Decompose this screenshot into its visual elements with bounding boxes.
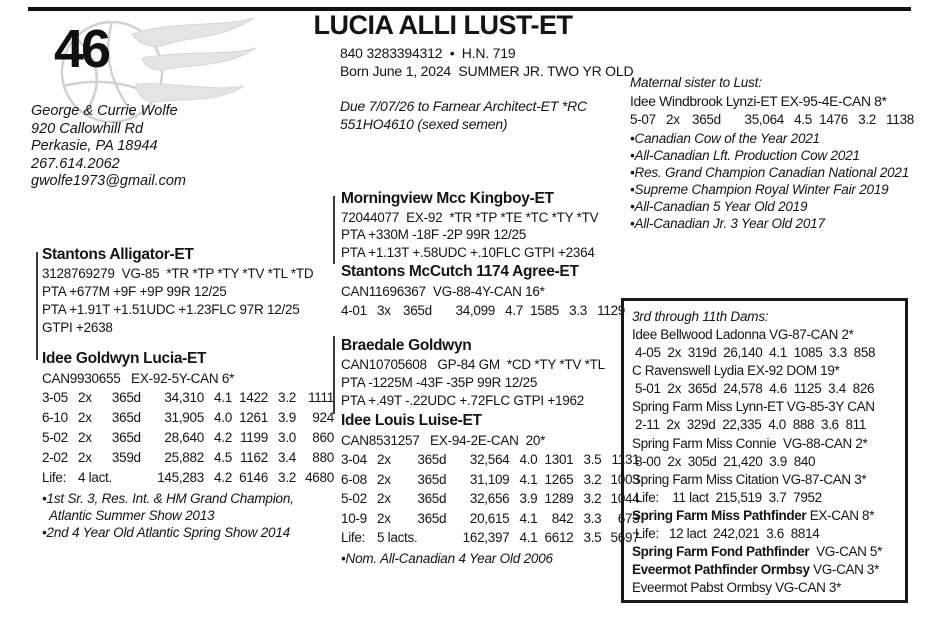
dam-entry-name: Eveermot Pabst Ormbsy xyxy=(632,580,772,596)
pedigree-line-sire-sire xyxy=(333,196,335,264)
dam-entry-name: Idee Bellwood Ladonna xyxy=(632,327,766,342)
pedigree-line-sire xyxy=(36,252,38,360)
dam-name: Idee Goldwyn Lucia-ET xyxy=(42,350,207,367)
dam-entry-detail: Life: 12 lact 242,021 3.6 8814 xyxy=(635,526,820,542)
sire-sire-data-line: PTA +1.13T +.58UDC +.10FLC GTPI +2364 xyxy=(341,244,595,260)
sire-data-line: PTA +1.91T +1.51UDC +1.23FLC 97R 12/25 xyxy=(42,302,300,317)
consignor-line: 920 Callowhill Rd xyxy=(31,120,144,137)
dam-entry-name: C Ravenswell Lydia xyxy=(632,363,744,379)
sire-sire-block xyxy=(341,189,598,261)
dam-entry-detail: 4-05 2x 319d 26,140 4.1 1085 3.3 858 xyxy=(635,345,876,361)
due-line: 551HO4610 (sexed semen) xyxy=(340,116,508,132)
dam-entry-name: Spring Farm Miss Lynn-ET xyxy=(632,399,784,415)
dam-dam-registration: CAN8531257 EX-94-2E-CAN 20* xyxy=(341,433,546,448)
dam-entry-detail: 8-00 2x 305d 21,420 3.9 840 xyxy=(635,453,816,469)
sire-name: Stantons Alligator-ET xyxy=(42,246,194,263)
sire-sire-name: Morningview Mcc Kingboy-ET xyxy=(341,190,554,207)
dam-entry-line xyxy=(632,453,897,471)
sire-dam-name: Stantons McCutch 1174 Agree-ET xyxy=(341,263,579,280)
lactation-row: 5-07 2x 365d 35,064 4.5 1476 3.2 1138 xyxy=(630,112,914,127)
lactation-row: 6-08 2x 365d 31,109 4.1 1265 3.2 1003 xyxy=(341,471,640,487)
dam-entry-detail: 2-11 2x 329d 22,335 4.0 888 3.6 811 xyxy=(635,417,866,433)
maternal-sister-label: Maternal sister to Lust: xyxy=(630,75,762,90)
maternal-sister-score: EX-95-4E-CAN 8* xyxy=(777,93,887,109)
dam-entry-line xyxy=(632,344,897,362)
dam-sire-name: Braedale Goldwyn xyxy=(341,337,472,354)
dam-entry-line xyxy=(632,362,897,380)
registration-line: 840 3283394312 • H.N. 719 xyxy=(340,45,516,61)
lot-number: 46 xyxy=(54,19,109,79)
dam-entry-detail: EX-CAN 8* xyxy=(806,507,875,523)
lactation-row: Life: 4 lact. 145,283 4.2 6146 3.2 4680 xyxy=(42,470,334,485)
dam-dam-awards xyxy=(341,550,639,567)
dam-entry-name: Spring Farm Miss Connie xyxy=(632,435,777,451)
dam-sire-data-line: CAN10705608 GP-84 GM *CD *TY *TV *TL xyxy=(341,357,605,372)
dam-entry-detail: VG-87-CAN 3* xyxy=(778,471,867,487)
sire-data-line: GTPI +2638 xyxy=(42,320,113,335)
dam-dam-name: Idee Louis Luise-ET xyxy=(341,412,482,429)
consignor-line: 267.614.2062 xyxy=(31,155,120,172)
lactation-row: 3-04 2x 365d 32,564 4.0 1301 3.5 1131 xyxy=(341,452,640,467)
dam-entry-name: Spring Farm Miss Citation xyxy=(632,471,779,487)
award-note: •Nom. All-Canadian 4 Year Old 2006 xyxy=(341,550,553,566)
lactation-row: 5-02 2x 365d 28,640 4.2 1199 3.0 860 xyxy=(42,430,334,445)
consignor-line: Perkasie, PA 18944 xyxy=(31,138,158,155)
further-dams-label: 3rd through 11th Dams: xyxy=(632,309,769,324)
dam-entry-line xyxy=(632,507,897,525)
lactation-row: 3-05 2x 365d 34,310 4.1 1422 3.2 1111 xyxy=(42,390,334,405)
sire-dam-registration: CAN11696367 VG-88-4Y-CAN 16* xyxy=(341,284,545,299)
consignor-line: gwolfe1973@gmail.com xyxy=(31,173,186,190)
dam-dam-block xyxy=(341,411,639,567)
sire-data-line: PTA +677M +9F +9P 99R 12/25 xyxy=(42,284,227,299)
due-line: Due 7/07/26 to Farnear Architect-ET *RC xyxy=(340,98,587,114)
dam-entry-line xyxy=(632,471,897,489)
dam-entry-line xyxy=(632,326,897,344)
further-dams-list xyxy=(632,326,897,597)
dam-entry-detail: VG-CAN 3* xyxy=(809,562,879,578)
award-note: •1st Sr. 3, Res. Int. & HM Grand Champion, Atlantic Summer Show 2013 xyxy=(42,491,294,523)
dam-entry-detail: Life: 11 lact 215,519 3.7 7952 xyxy=(635,489,822,505)
lactation-row: 2-02 2x 359d 25,882 4.5 1162 3.4 880 xyxy=(42,450,334,465)
consignor-block xyxy=(31,103,186,191)
dam-entry-detail: EX-92 DOM 19* xyxy=(743,363,840,379)
dam-entry-line xyxy=(632,380,897,398)
lactation-row: 4-01 3x 365d 34,099 4.7 1585 3.3 1129 xyxy=(341,303,625,318)
maternal-sister-block xyxy=(630,74,942,232)
dam-sire-data-line: PTA -1225M -43F -35P 99R 12/25 xyxy=(341,374,538,390)
lactation-row: Life: 5 lacts. 162,397 4.1 6612 3.5 5697 xyxy=(341,530,640,545)
dam-entry-line xyxy=(632,489,897,507)
award-note: •Supreme Champion Royal Winter Fair 2019 xyxy=(630,182,889,197)
dam-block xyxy=(42,349,334,541)
dam-entry-line xyxy=(632,398,897,416)
award-note: •Res. Grand Champion Canadian National 2021 xyxy=(630,165,910,180)
due-block xyxy=(340,97,587,133)
dam-entry-line xyxy=(632,435,897,453)
dam-entry-name: Eveermot Pathfinder Ormbsy xyxy=(632,562,810,578)
dam-registration: CAN9930655 EX-92-5Y-CAN 6* xyxy=(42,371,235,386)
dam-sire-data-line: PTA +.49T -.22UDC +.72FLC GTPI +1962 xyxy=(341,392,584,408)
award-note: •Canadian Cow of the Year 2021 xyxy=(630,131,820,146)
award-note: •All-Canadian Lft. Production Cow 2021 xyxy=(630,148,860,163)
lactation-row: 5-02 2x 365d 32,656 3.9 1289 3.2 1044 xyxy=(341,491,640,506)
lactation-row: 10-9 2x 365d 20,615 4.1 842 3.3 673 xyxy=(341,510,640,526)
sire-data-line: 3128769279 VG-85 *TR *TP *TY *TV *TL *TD xyxy=(42,266,314,281)
further-dams-box xyxy=(621,298,908,603)
dam-dam-record-table xyxy=(341,450,639,548)
dam-entry-line xyxy=(632,543,897,561)
dam-entry-name: Spring Farm Miss Pathfinder xyxy=(632,507,807,523)
dam-entry-detail: 5-01 2x 365d 24,578 4.6 1125 3.4 826 xyxy=(635,381,875,397)
maternal-sister-name-line xyxy=(630,92,942,110)
award-note: •2nd 4 Year Old Atlantic Spring Show 2014 xyxy=(42,525,290,540)
sire-dam-block xyxy=(341,262,625,321)
maternal-sister-name: Idee Windbrook Lynzi-ET xyxy=(630,93,778,109)
dam-entry-detail: VG-88-CAN 2* xyxy=(776,435,868,451)
dam-entry-line xyxy=(632,579,897,597)
award-note: •All-Canadian Jr. 3 Year Old 2017 xyxy=(630,216,825,231)
sire-block xyxy=(42,245,313,337)
maternal-sister-awards xyxy=(630,130,942,232)
dam-record-table xyxy=(42,388,334,488)
dam-entry-detail: VG-85-3Y CAN xyxy=(783,399,875,415)
dam-entry-line xyxy=(632,416,897,434)
dam-entry-name: Spring Farm Fond Pathfinder xyxy=(632,544,810,560)
sire-dam-record-table xyxy=(341,301,625,321)
lactation-row: 6-10 2x 365d 31,905 4.0 1261 3.9 924 xyxy=(42,410,334,425)
dam-entry-detail: VG-CAN 3* xyxy=(771,580,841,596)
dam-entry-line xyxy=(632,561,897,579)
born-line: Born June 1, 2024 SUMMER JR. TWO YR OLD xyxy=(340,63,634,79)
award-note: •All-Canadian 5 Year Old 2019 xyxy=(630,199,808,214)
maternal-sister-record-table xyxy=(630,110,914,130)
dam-sire-block xyxy=(341,336,605,409)
sire-sire-data-line: 72044077 EX-92 *TR *TP *TE *TC *TY *TV xyxy=(341,210,599,225)
consignor-line: George & Currie Wolfe xyxy=(31,103,178,119)
dam-entry-detail: VG-CAN 5* xyxy=(809,544,882,560)
animal-name-title: LUCIA ALLI LUST-ET xyxy=(313,10,573,40)
dam-entry-detail: VG-87-CAN 2* xyxy=(765,327,854,342)
dam-awards xyxy=(42,490,320,541)
dam-entry-line xyxy=(632,525,897,543)
sire-sire-data-line: PTA +330M -18F -2P 99R 12/25 xyxy=(341,227,526,243)
